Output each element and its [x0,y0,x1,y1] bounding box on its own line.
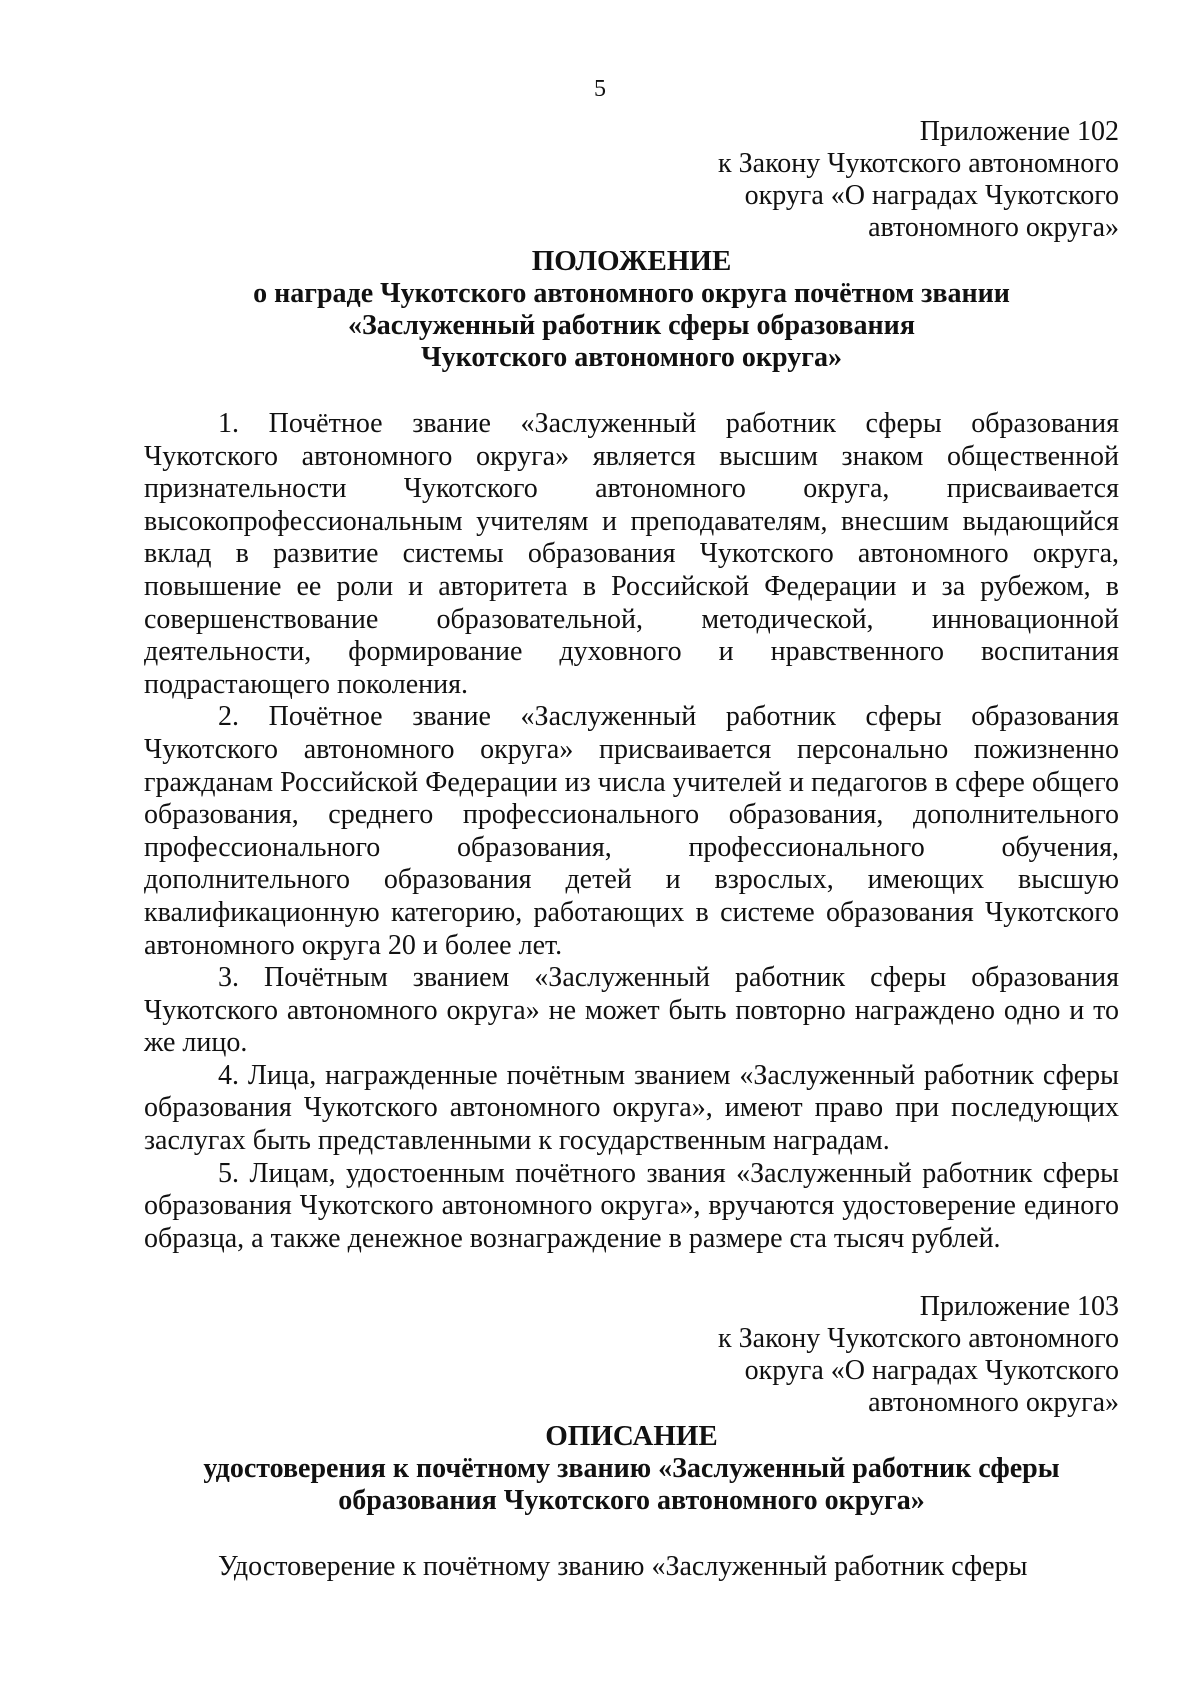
spacer [144,1517,1119,1551]
page-number: 5 [594,76,606,102]
description-subtitle-line: удостоверения к почётному званию «Заслуженный работник сферы [203,1453,1060,1485]
appendix-102-reference [144,116,1119,244]
appendix-103-line: к Закону Чукотского автономного [718,1323,1119,1355]
regulation-subtitle-line: о награде Чукотского автономного округа почётном звании [253,278,1010,309]
appendix-103-reference [144,1291,1119,1419]
description-paragraph-1: Удостоверение к почётному званию «Заслуженный работник сферы [218,1551,1028,1583]
appendix-103-line: округа «О наградах Чукотского [744,1355,1119,1387]
regulation-paragraph-2: 2. Почётное звание «Заслуженный работник сферы образования Чукотского автономного округа» присваивается персонально пожизненно гражданам Российской Федерации из числа учителей и педагогов в сфере общего образования, среднего профессионального образования, дополнительного профессионального образования, профессионального обучения, дополнительного образования детей и взрослых, имеющих высшую квалификационную категорию, работающих в системе образования Чукотского автономного округа 20 и более лет. [144,701,1119,961]
regulation-paragraph-5: 5. Лицам, удостоенным почётного звания «Заслуженный работник сферы образования Чукотского автономного округа», вручаются удостоверение единого образца, а также денежное вознаграждение в размере ста тысяч рублей. [144,1157,1119,1254]
description-heading [144,1419,1119,1517]
regulation-body [144,408,1119,1255]
appendix-102-line: округа «О наградах Чукотского [744,180,1119,211]
regulation-paragraph-1: 1. Почётное звание «Заслуженный работник сферы образования Чукотского автономного округа» является высшим знаком общественной признательности Чукотского автономного округа, присваивается высокопрофессиональным учителям и преподавателям, внесшим выдающийся вклад в развитие системы образования Чукотского автономного округа, повышение ее роли и авторитета в Российской Федерации и за рубежом, в совершенствование образовательной, методической, инновационной деятельности, формирование духовного и нравственного воспитания подрастающего поколения. [144,408,1119,700]
regulation-title: ПОЛОЖЕНИЕ [531,245,732,277]
regulation-heading [144,244,1119,374]
appendix-102-line: автономного округа» [868,212,1119,243]
regulation-subtitle-line: «Заслуженный работник сферы образования [348,310,915,341]
appendix-102-line: к Закону Чукотского автономного [718,148,1119,179]
spacer [144,374,1119,408]
appendix-103-line: Приложение 103 [919,1291,1119,1323]
page-content [144,116,1119,1584]
description-title: ОПИСАНИЕ [545,1420,718,1453]
appendix-103-line: автономного округа» [868,1387,1119,1419]
description-body [144,1551,1119,1584]
regulation-paragraph-3: 3. Почётным званием «Заслуженный работник сферы образования Чукотского автономного округа» не может быть повторно награждено одно и то же лицо. [144,962,1119,1059]
description-subtitle-line: образования Чукотского автономного округа» [338,1485,925,1517]
regulation-paragraph-4: 4. Лица, награжденные почётным званием «Заслуженный работник сферы образования Чукотского автономного округа», имеют право при последующих заслугах быть представленными к государственным наградам. [144,1059,1119,1157]
regulation-subtitle-line: Чукотского автономного округа» [421,342,842,373]
appendix-102-line: Приложение 102 [919,116,1119,147]
spacer [144,1255,1119,1291]
